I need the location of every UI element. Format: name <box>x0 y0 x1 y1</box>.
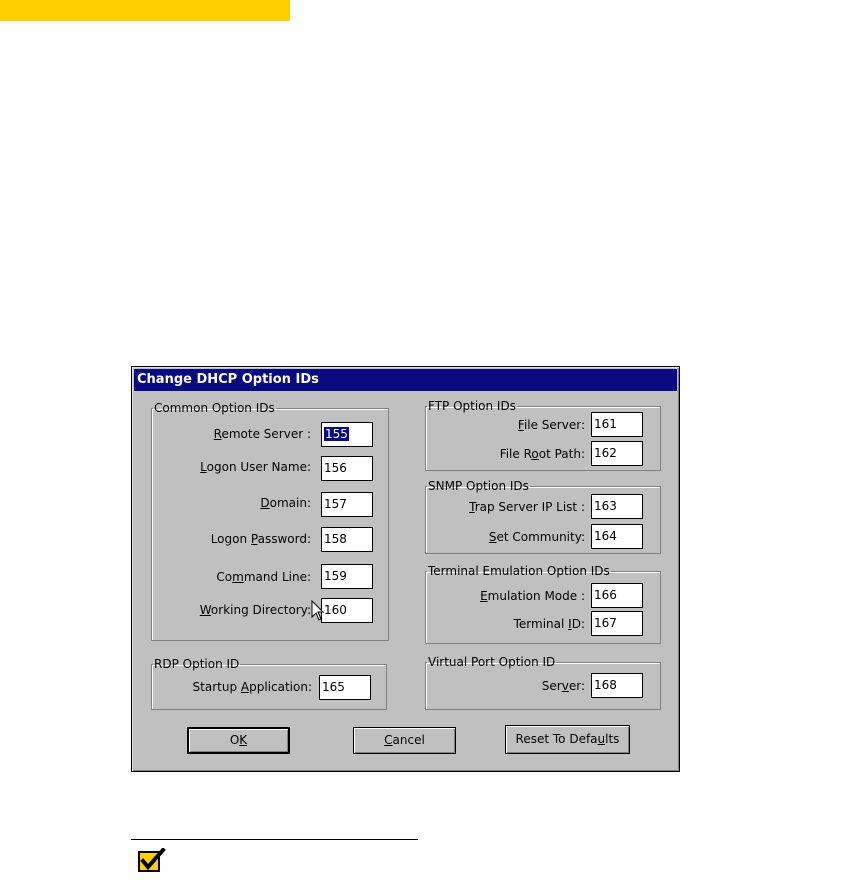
trap-server-ip-list-label: Trap Server IP List : <box>469 500 585 514</box>
command-line-label: Command Line: <box>216 570 311 584</box>
dialog-title: Change DHCP Option IDs <box>134 369 677 391</box>
server-input[interactable]: 168 <box>591 673 643 698</box>
rdp-option-id-legend: RDP Option ID <box>154 657 240 671</box>
working-directory-label: Working Directory: <box>199 603 311 617</box>
logon-user-name-input[interactable]: 156 <box>321 456 373 481</box>
mouse-pointer-icon <box>311 600 325 622</box>
virtual-port-option-id-legend: Virtual Port Option ID <box>428 655 556 669</box>
server-label: Server: <box>541 679 585 693</box>
startup-application-input[interactable]: 165 <box>319 675 371 700</box>
ftp-option-ids-legend: FTP Option IDs <box>428 399 516 413</box>
command-line-input[interactable]: 159 <box>321 564 373 589</box>
domain-input[interactable]: 157 <box>321 492 373 517</box>
accent-bar <box>0 0 290 21</box>
set-community-label: Set Community: <box>488 530 585 544</box>
file-root-path-input[interactable]: 162 <box>591 441 643 466</box>
file-server-input[interactable]: 161 <box>591 412 643 437</box>
logon-password-input[interactable]: 158 <box>321 527 373 552</box>
reset-to-defaults-button[interactable]: Reset To Defaults <box>505 725 630 754</box>
trap-server-ip-list-input[interactable]: 163 <box>591 494 643 519</box>
cancel-button[interactable]: Cancel <box>353 727 456 754</box>
file-server-label: File Server: <box>517 418 585 432</box>
emulation-mode-input[interactable]: 166 <box>591 583 643 608</box>
remote-server-input[interactable]: 155 <box>321 422 373 447</box>
footer-divider <box>131 839 418 840</box>
snmp-option-ids-legend: SNMP Option IDs <box>428 479 529 493</box>
working-directory-input[interactable]: 160 <box>321 598 373 623</box>
emulation-mode-label: Emulation Mode : <box>480 589 585 603</box>
terminal-emulation-option-ids-legend: Terminal Emulation Option IDs <box>428 564 610 578</box>
startup-application-label: Startup Application: <box>192 680 312 694</box>
ok-button[interactable]: OK <box>187 727 290 754</box>
logon-user-name-label: Logon User Name: <box>200 460 311 474</box>
set-community-input[interactable]: 164 <box>591 524 643 549</box>
terminal-id-input[interactable]: 167 <box>591 611 643 636</box>
domain-label: Domain: <box>260 496 311 510</box>
logon-password-label: Logon Password: <box>210 532 311 546</box>
change-dhcp-option-ids-dialog <box>131 366 680 772</box>
file-root-path-label: File Root Path: <box>499 447 585 461</box>
remote-server-label: Remote Server : <box>213 427 311 441</box>
common-option-ids-legend: Common Option IDs <box>154 401 275 415</box>
checkmark-icon <box>138 848 166 872</box>
terminal-id-label: Terminal ID: <box>513 617 585 631</box>
